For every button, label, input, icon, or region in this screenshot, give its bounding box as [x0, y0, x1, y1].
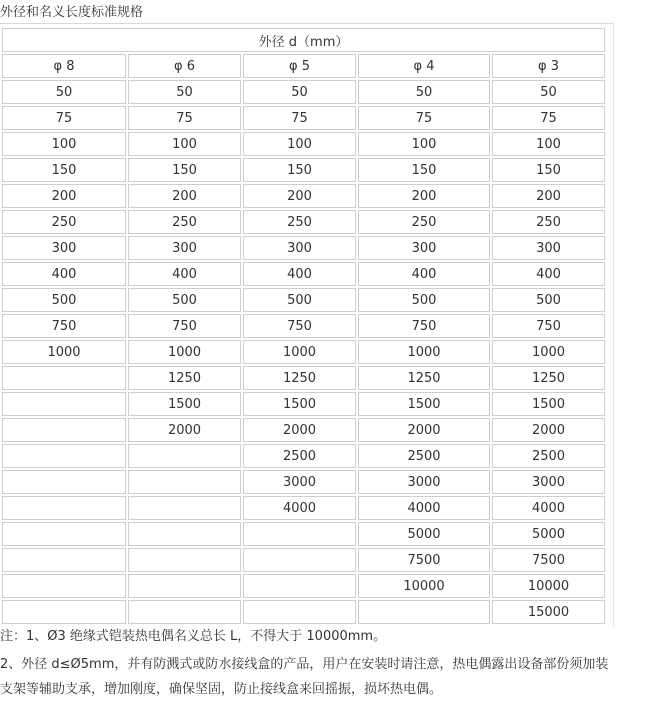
length-cell-phi6: 2000	[128, 418, 241, 442]
length-cell-phi3: 7500	[492, 548, 605, 572]
length-cell-phi3: 2500	[492, 444, 605, 468]
length-cell-phi3: 250	[492, 210, 605, 234]
table-row	[2, 548, 605, 572]
length-cell-phi5: 4000	[243, 496, 356, 520]
length-cell-phi6: 1250	[128, 366, 241, 390]
column-header-phi3: φ 3	[492, 54, 605, 78]
length-cell-phi6: 200	[128, 184, 241, 208]
length-cell-phi5: 3000	[243, 470, 356, 494]
length-cell-phi3: 100	[492, 132, 605, 156]
length-cell-phi8	[2, 470, 126, 494]
length-cell-phi6	[128, 548, 241, 572]
table-row	[2, 366, 605, 390]
length-cell-phi8: 200	[2, 184, 126, 208]
length-cell-phi6: 100	[128, 132, 241, 156]
length-cell-phi8	[2, 548, 126, 572]
length-cell-phi4: 4000	[358, 496, 490, 520]
length-cell-phi4: 75	[358, 106, 490, 130]
length-cell-phi8: 100	[2, 132, 126, 156]
length-cell-phi4: 2000	[358, 418, 490, 442]
length-cell-phi6: 250	[128, 210, 241, 234]
column-header-row	[2, 54, 605, 78]
length-cell-phi6	[128, 496, 241, 520]
length-cell-phi4: 1250	[358, 366, 490, 390]
length-cell-phi4: 100	[358, 132, 490, 156]
column-header-phi4: φ 4	[358, 54, 490, 78]
right-divider	[613, 23, 614, 627]
length-cell-phi5	[243, 522, 356, 546]
length-cell-phi5: 1250	[243, 366, 356, 390]
length-cell-phi8	[2, 366, 126, 390]
length-cell-phi8	[2, 574, 126, 598]
length-cell-phi6: 50	[128, 80, 241, 104]
length-cell-phi3: 500	[492, 288, 605, 312]
table-row	[2, 288, 605, 312]
length-cell-phi3: 1500	[492, 392, 605, 416]
length-cell-phi3: 5000	[492, 522, 605, 546]
length-cell-phi4: 5000	[358, 522, 490, 546]
table-row	[2, 496, 605, 520]
length-cell-phi5: 1000	[243, 340, 356, 364]
spec-table-body	[2, 28, 605, 624]
table-row	[2, 600, 605, 624]
length-cell-phi5: 250	[243, 210, 356, 234]
length-cell-phi4: 1000	[358, 340, 490, 364]
length-cell-phi6: 750	[128, 314, 241, 338]
length-cell-phi8: 250	[2, 210, 126, 234]
length-cell-phi6: 150	[128, 158, 241, 182]
length-cell-phi3: 15000	[492, 600, 605, 624]
length-cell-phi3: 1250	[492, 366, 605, 390]
length-cell-phi8: 500	[2, 288, 126, 312]
table-row	[2, 236, 605, 260]
spec-table	[0, 26, 607, 626]
length-cell-phi5: 300	[243, 236, 356, 260]
note-line-3: 支架等辅助支承，增加刚度，确保坚固，防止接线盒来回摇振，损坏热电偶。	[0, 682, 443, 697]
table-row	[2, 106, 605, 130]
length-cell-phi4: 250	[358, 210, 490, 234]
table-row	[2, 444, 605, 468]
length-cell-phi3: 4000	[492, 496, 605, 520]
length-cell-phi6	[128, 470, 241, 494]
table-row	[2, 158, 605, 182]
column-header-phi5: φ 5	[243, 54, 356, 78]
length-cell-phi8	[2, 418, 126, 442]
diameter-header: 外径 d（mm）	[2, 28, 605, 52]
table-row	[2, 184, 605, 208]
length-cell-phi4: 2500	[358, 444, 490, 468]
table-row	[2, 392, 605, 416]
length-cell-phi4: 400	[358, 262, 490, 286]
table-row	[2, 522, 605, 546]
length-cell-phi3: 10000	[492, 574, 605, 598]
table-row	[2, 262, 605, 286]
length-cell-phi3: 150	[492, 158, 605, 182]
length-cell-phi6: 75	[128, 106, 241, 130]
length-cell-phi6	[128, 574, 241, 598]
length-cell-phi4: 200	[358, 184, 490, 208]
length-cell-phi8: 750	[2, 314, 126, 338]
length-cell-phi8	[2, 600, 126, 624]
table-row	[2, 132, 605, 156]
length-cell-phi3: 2000	[492, 418, 605, 442]
length-cell-phi5: 75	[243, 106, 356, 130]
length-cell-phi3: 75	[492, 106, 605, 130]
length-cell-phi8: 150	[2, 158, 126, 182]
length-cell-phi6	[128, 444, 241, 468]
length-cell-phi5	[243, 574, 356, 598]
length-cell-phi6: 1500	[128, 392, 241, 416]
note-line-2: 2、外径 d≤Ø5mm，并有防溅式或防水接线盒的产品，用户在安装时请注意，热电偶露出设备部份须加装	[0, 657, 609, 672]
length-cell-phi8	[2, 444, 126, 468]
table-row	[2, 210, 605, 234]
table-row	[2, 314, 605, 338]
length-cell-phi8	[2, 496, 126, 520]
length-cell-phi4	[358, 600, 490, 624]
page-title: 外径和名义长度标准规格	[0, 5, 144, 20]
top-divider	[0, 23, 613, 24]
length-cell-phi6: 300	[128, 236, 241, 260]
column-header-phi6: φ 6	[128, 54, 241, 78]
column-header-phi8: φ 8	[2, 54, 126, 78]
length-cell-phi4: 500	[358, 288, 490, 312]
length-cell-phi6: 1000	[128, 340, 241, 364]
length-cell-phi5: 50	[243, 80, 356, 104]
length-cell-phi8: 75	[2, 106, 126, 130]
length-cell-phi3: 50	[492, 80, 605, 104]
note-line-1: 注：1、Ø3 绝缘式铠装热电偶名义总长 L，不得大于 10000mm。	[0, 629, 387, 644]
length-cell-phi6	[128, 600, 241, 624]
length-cell-phi5: 200	[243, 184, 356, 208]
length-cell-phi8: 1000	[2, 340, 126, 364]
length-cell-phi5: 2500	[243, 444, 356, 468]
length-cell-phi4: 3000	[358, 470, 490, 494]
header-row	[2, 28, 605, 52]
length-cell-phi3: 200	[492, 184, 605, 208]
length-cell-phi3: 3000	[492, 470, 605, 494]
length-cell-phi8	[2, 392, 126, 416]
length-cell-phi4: 300	[358, 236, 490, 260]
length-cell-phi5: 150	[243, 158, 356, 182]
table-row	[2, 470, 605, 494]
length-cell-phi4: 50	[358, 80, 490, 104]
length-cell-phi8	[2, 522, 126, 546]
length-cell-phi3: 750	[492, 314, 605, 338]
length-cell-phi5: 750	[243, 314, 356, 338]
length-cell-phi4: 750	[358, 314, 490, 338]
length-cell-phi4: 10000	[358, 574, 490, 598]
length-cell-phi5	[243, 600, 356, 624]
length-cell-phi3: 400	[492, 262, 605, 286]
table-row	[2, 80, 605, 104]
length-cell-phi5: 2000	[243, 418, 356, 442]
table-row	[2, 340, 605, 364]
length-cell-phi6: 500	[128, 288, 241, 312]
table-row	[2, 418, 605, 442]
length-cell-phi5	[243, 548, 356, 572]
length-cell-phi8: 400	[2, 262, 126, 286]
length-cell-phi5: 100	[243, 132, 356, 156]
table-row	[2, 574, 605, 598]
length-cell-phi6	[128, 522, 241, 546]
length-cell-phi4: 1500	[358, 392, 490, 416]
length-cell-phi4: 150	[358, 158, 490, 182]
length-cell-phi8: 300	[2, 236, 126, 260]
length-cell-phi4: 7500	[358, 548, 490, 572]
length-cell-phi5: 500	[243, 288, 356, 312]
length-cell-phi6: 400	[128, 262, 241, 286]
length-cell-phi3: 300	[492, 236, 605, 260]
length-cell-phi5: 400	[243, 262, 356, 286]
length-cell-phi3: 1000	[492, 340, 605, 364]
length-cell-phi5: 1500	[243, 392, 356, 416]
length-cell-phi8: 50	[2, 80, 126, 104]
